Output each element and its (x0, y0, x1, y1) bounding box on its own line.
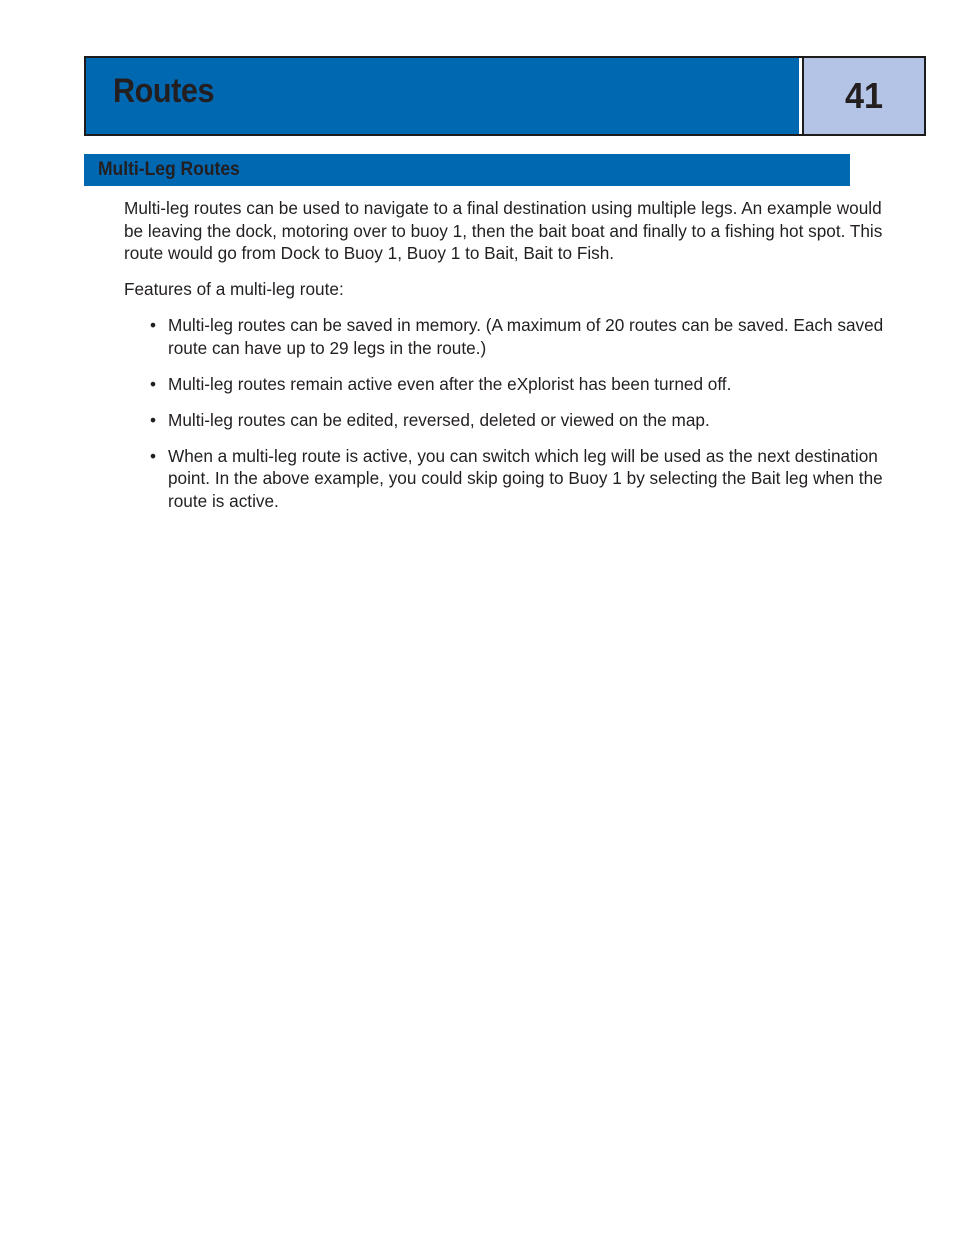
section-title: Multi-Leg Routes (98, 159, 240, 180)
list-item (150, 409, 900, 432)
bullet-icon: • (150, 373, 157, 394)
list-item-text: Multi-leg routes can be edited, reversed, deleted or viewed on the map. (168, 409, 710, 430)
list-item (150, 445, 900, 513)
list-item-text: Multi-leg routes can be saved in memory. (A maximum of 20 routes can be saved. Each saved route can have up to 29 legs in the route.) (168, 315, 884, 358)
page-number: 41 (844, 75, 884, 116)
bullet-icon: • (150, 445, 157, 466)
features-label: Features of a multi-leg route: (124, 279, 344, 299)
list-item-text: Multi-leg routes remain active even after the eXplorist has been turned off. (168, 373, 732, 394)
chapter-title: Routes (113, 72, 215, 110)
list-item-text: When a multi-leg route is active, you can switch which leg will be used as the next destination point. In the above example, you could skip going to Buoy 1 by selecting the Bait leg when the route is active. (168, 445, 883, 511)
list-item (150, 373, 900, 396)
features-list (150, 314, 900, 526)
bullet-icon: • (150, 315, 157, 335)
chapter-title-box (86, 58, 801, 134)
bullet-icon: • (150, 409, 157, 430)
page-number-box (802, 58, 924, 134)
list-item (150, 314, 900, 359)
intro-paragraph: Multi-leg routes can be used to navigate to a final destination using multiple legs. An example would be leaving the dock, motoring over to buoy 1, then the bait boat and finally to a fishing hot spot. This route would go from Dock to Buoy 1, Buoy 1 to Bait, Bait to Fish. (124, 198, 883, 263)
section-heading-bar (84, 154, 850, 186)
chapter-header (84, 56, 926, 136)
